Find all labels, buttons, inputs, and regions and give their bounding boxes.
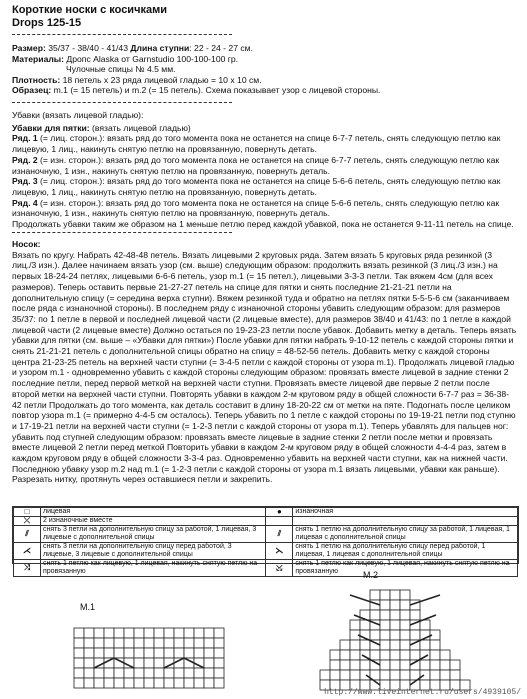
m2-cell [410, 630, 420, 640]
materials-value: Дропс Alaska от Garnstudio 100-100-100 гр. [66, 53, 239, 64]
m1-cell [114, 648, 124, 658]
legend-text-cable-front-3: снять 3 петли на дополнительную спицу перед работой, 3 лицевые, 3 лицевые с дополнительной спицы [41, 543, 266, 560]
m1-cell [174, 638, 184, 648]
m1-cell [184, 638, 194, 648]
m1-cell [184, 648, 194, 658]
m2-cell [360, 660, 370, 670]
m1-cell [124, 628, 134, 638]
m1-cell [194, 678, 204, 688]
m1-cell [84, 648, 94, 658]
m1-cell [204, 648, 214, 658]
m1-cell [154, 678, 164, 688]
m1-cell [184, 668, 194, 678]
m2-cell [420, 640, 430, 650]
m1-cell [104, 628, 114, 638]
m2-cell [390, 600, 400, 610]
m2-cell [340, 640, 350, 650]
m1-cell [144, 668, 154, 678]
m2-chart-grid [290, 585, 500, 695]
m1-cell [164, 668, 174, 678]
m1-cell [104, 648, 114, 658]
m2-cell [350, 670, 360, 680]
legend-symbol-cable-front-1: ⋋ [266, 543, 293, 560]
legend-symbol-cable-back-1: ⫽ [266, 526, 293, 543]
m2-cell [370, 610, 380, 620]
m1-cell [84, 628, 94, 638]
m1-cell [214, 668, 224, 678]
m1-cell [204, 658, 214, 668]
m1-cell [174, 628, 184, 638]
m1-cell [174, 678, 184, 688]
m2-cell [390, 640, 400, 650]
m1-cell [214, 628, 224, 638]
needles-value: Чулочные спицы № 4.5 мм. [66, 64, 176, 75]
m2-cell [450, 670, 460, 680]
m1-cell [94, 648, 104, 658]
m2-cell [370, 590, 380, 600]
m2-cell [390, 590, 400, 600]
heel-row-2: Ряд. 2 (= изн. сторон.): вязать ряд до того момента пока не останется на спице 6-7-7 петель, снять следующую петлю как изнаночную, 1 изн., накинуть снятую петлю на провязанную, повернуть деталь. [12, 154, 500, 176]
m2-cell [380, 590, 390, 600]
m1-cell [134, 648, 144, 658]
m2-cell [420, 620, 430, 630]
m1-cell [74, 628, 84, 638]
m1-cell [184, 678, 194, 688]
m1-cell [104, 638, 114, 648]
m1-cell [194, 668, 204, 678]
m2-cell [350, 620, 360, 630]
m2-cell [390, 610, 400, 620]
foot-value: : 22 - 24 - 27 см. [189, 43, 253, 53]
density-value: 18 петель x 23 ряда лицевой гладью = 10 x 10 см. [62, 74, 262, 85]
m1-cell [124, 678, 134, 688]
m2-cell [370, 630, 380, 640]
m2-cell [360, 640, 370, 650]
legend-symbol-p2tog: ⤫ [14, 517, 41, 526]
m2-cell [330, 650, 340, 660]
heel-heading: Убавки для пятки: [12, 122, 90, 133]
m2-cell [330, 660, 340, 670]
m1-cell [114, 678, 124, 688]
m2-cell [360, 620, 370, 630]
m2-cell [400, 650, 410, 660]
heel-section [12, 110, 517, 230]
m2-label: M.2 [363, 570, 379, 580]
m2-cell [420, 660, 430, 670]
m1-cell [84, 668, 94, 678]
m1-cell [194, 648, 204, 658]
meta-block [12, 43, 517, 96]
m2-cell [400, 610, 410, 620]
m1-cell [134, 628, 144, 638]
m1-cell [94, 668, 104, 678]
m1-cell [144, 638, 154, 648]
m2-cell [400, 640, 410, 650]
legend-text-purl: изнаночная [293, 508, 518, 517]
legend-symbol-empty [266, 517, 293, 526]
sock-section [12, 239, 517, 485]
heel-row-3: Ряд. 3 (= лиц. сторон.): вязать ряд до того момента пока не останется на спице 5-6-6 петель, снять следующую петлю как лицевую, 1 лиц., накинуть снятую петлю на провязанную, повернуть детать. [12, 176, 501, 197]
m2-cell [430, 660, 440, 670]
m1-cell [204, 668, 214, 678]
m2-cell [400, 600, 410, 610]
m2-cell [450, 660, 460, 670]
m1-cell [154, 658, 164, 668]
m2-cell [380, 630, 390, 640]
legend-text-cable-back-1: снять 1 петлю на дополнительную спицу за работой, 1 лицевая, 1 лицевая с дополнительной спицы [293, 526, 518, 543]
m1-cell [164, 638, 174, 648]
m1-cell [214, 658, 224, 668]
legend-symbol-skp-b: ⤩ [266, 560, 293, 577]
m2-cell [440, 660, 450, 670]
heel-continue: Продолжать убавки таким же образом на 1 меньше петлю перед каждой убавкой, пока не останется 9-11-11 петель на спице. [12, 219, 514, 230]
m2-cell [340, 670, 350, 680]
m2-cell [330, 670, 340, 680]
density-label: Плотность: [12, 74, 61, 85]
m1-cell [154, 648, 164, 658]
meta-divider [12, 102, 232, 103]
legend-symbol-purl: ● [266, 508, 293, 517]
m1-cell [74, 658, 84, 668]
m1-cell [184, 628, 194, 638]
legend-text-skp-b: снять 1 петлю как лицевую, 1 лицевая, накинуть снятую петлю на провязанную [293, 560, 518, 577]
m1-cell [214, 648, 224, 658]
m1-cell [94, 678, 104, 688]
m1-cell [134, 638, 144, 648]
m1-cell [164, 678, 174, 688]
m2-cell [400, 630, 410, 640]
legend-text-knit: лицевая [41, 508, 266, 517]
m2-cell [380, 620, 390, 630]
m2-cell [390, 650, 400, 660]
m1-cell [144, 648, 154, 658]
page-title [12, 4, 167, 30]
legend-text-cable-back-3: снять 3 петли на дополнительную спицу за работой, 1 лицевая, 3 лицевые с дополнительной спицы [41, 526, 266, 543]
m2-cell [350, 660, 360, 670]
m1-cell [84, 678, 94, 688]
legend-text-p2tog: 2 изнаночные вместе [41, 517, 266, 526]
m1-cell [214, 678, 224, 688]
m1-cell [174, 648, 184, 658]
m1-cell [114, 638, 124, 648]
m1-cell [154, 628, 164, 638]
legend-symbol-cable-front-3: ⋌ [14, 543, 41, 560]
m1-cell [74, 668, 84, 678]
m1-cell [124, 668, 134, 678]
m1-cell [84, 658, 94, 668]
m2-cell [380, 670, 390, 680]
m1-chart-grid [74, 628, 234, 696]
sock-heading: Носок: [12, 239, 41, 249]
materials-label: Материалы: [12, 53, 65, 64]
m2-cell [360, 670, 370, 680]
m2-cell [380, 640, 390, 650]
m1-cell [144, 658, 154, 668]
m1-cell [164, 648, 174, 658]
m1-cell [144, 678, 154, 688]
m2-cell [400, 670, 410, 680]
model-text: Drops 125-15 [12, 17, 82, 29]
m1-cell [84, 638, 94, 648]
m1-cell [74, 648, 84, 658]
m2-cell [320, 670, 330, 680]
m2-cell [410, 610, 420, 620]
legend-symbol-cable-back-3: ⫽ [14, 526, 41, 543]
legend-text-cable-front-1: снять 1 петлю на дополнительную спицу перед работой, 1 лицевая, 1 лицевая с дополнительной спицы [293, 543, 518, 560]
m1-cell [204, 628, 214, 638]
m1-cell [144, 628, 154, 638]
m1-cell [214, 638, 224, 648]
m1-cell [154, 638, 164, 648]
legend-text-empty [293, 517, 518, 526]
m1-cell [204, 678, 214, 688]
m1-cell [114, 668, 124, 678]
m2-cell [400, 590, 410, 600]
m1-label: M.1 [80, 602, 96, 612]
sample-value: m.1 (= 15 петель) и m.2 (= 15 петель). Схема показывает узор с лицевой стороны. [53, 85, 381, 96]
title-text: Короткие носки с косичками [12, 4, 167, 16]
m2-cell [430, 650, 440, 660]
m2-cell [380, 610, 390, 620]
m2-cell [400, 660, 410, 670]
m2-cell [380, 650, 390, 660]
m2-cell [420, 670, 430, 680]
heel-divider [12, 232, 232, 233]
heel-row-4: Ряд. 4 (= изн. сторон.): вязать ряд до того момента пока не останется на спице 5-6-6 петель, снять следующую петлю как изнаночную, 1 изн., накинуть снятую петлю на провязанную, повернуть деталь. [12, 197, 500, 219]
title-divider [12, 34, 232, 35]
m1-cell [134, 658, 144, 668]
m2-cell [440, 650, 450, 660]
m1-cell [74, 638, 84, 648]
legend-symbol-knit: □ [14, 508, 41, 517]
m1-cell [134, 678, 144, 688]
m2-cell [340, 660, 350, 670]
m1-cell [204, 638, 214, 648]
size-value: 35/37 - 38/40 - 41/43 [48, 43, 128, 53]
m2-cell [380, 600, 390, 610]
size-label: Размер: [12, 43, 46, 53]
m2-cell [350, 650, 360, 660]
m2-cell [390, 660, 400, 670]
m1-cell [194, 638, 204, 648]
m2-cell [430, 670, 440, 680]
m2-cell [410, 650, 420, 660]
m1-cell [94, 628, 104, 638]
m1-cell [114, 628, 124, 638]
m2-cell [430, 640, 440, 650]
heel-row-1: Ряд. 1 (= лиц. сторон.): вязать ряд до того момента пока не останется на спице 6-7-7 петель, снять следующую петлю как лицевую, 1 лиц., накинуть снятую петлю на провязанную, повернуть детать. [12, 133, 501, 155]
m1-cell [154, 668, 164, 678]
legend-text-skp-a: снять 1 петлю как лицевую, 1 лицевая, накинуть снятую петлю на провязанную [41, 560, 266, 577]
m1-cell [174, 668, 184, 678]
m2-cell [390, 670, 400, 680]
m2-cell [400, 620, 410, 630]
m1-cell [124, 638, 134, 648]
m2-cell [340, 650, 350, 660]
source-watermark: http://www.liveinternet.ru/users/4939105/ [324, 688, 521, 697]
heel-intro: Убавки (вязать лицевой гладью): [12, 110, 144, 120]
m1-cell [164, 628, 174, 638]
m1-cell [194, 628, 204, 638]
m2-cell [390, 630, 400, 640]
heel-heading-rest: (вязать лицевой гладью) [89, 122, 191, 133]
sock-text: Вязать по кругу. Набрать 42-48-48 петель. Вязать лицевыми 2 круговых ряда. Затем вязать 5 круговых ряда резинкой (3 лиц./3 изн.). Далее начинаем вязать узор (см. выше) следующим образом: продолжить вязать резинкой (3 лиц./3 изн.) на первых 18-24-24 петлях, лицевыми 6-6-6 петель, узор m.1 (= 15 петел.), лицевыми 3-3-3 петли. Так вяжем 4см (для всех размеров). Теперь оставить первые 21-27-27 петель на спице для пятки и снять последние 21-21-21 петли на дополнительную спицу (= середина верха ступни). Вяжем резинкой туда и обратно на петлях пятки 5-5-5-6 см (заканчиваем после ряда с изнаночной стороны). В последнем ряду с изнаночной стороны убавить следующим образом: для размеров 35/37: по 1 петле в первой и последней лицевой части (2 лицевые вместе), для размеров 38/40 и 41/43: по 1 петле в каждой лицевой части (2 лицевые вместе) Должно остаться по 19-23-23 петли после убавок. Добавить метку в деталь. Теперь вязать убавки для пятки (см. выше – «Убавки для пятки») После убавки для пятки набрать 9-10-12 петель с каждой стороны пятки и снять 21-21-21 петель с дополнительной спицы обратно на спицу = 48-52-56 петель. Добавить метку с каждой стороны центра 21-23-25 петель на верхней части ступни (= 3-4-5 петли с каждой стороны от узора m.1). Продолжать лицевой гладью и узором m.1 - одновременно убавить с каждой стороны следующим образом: провязать вместе лицевой в задние стенки 2 последние петли, перед первой меткой на верхней части ступни. Провязать вместе лицевой две первые 2 петли после второй метки на верхней части ступни. Повторять убавки в каждом 2-м круговом ряду в общей сложности 6-7-7 раз = 36-38-42 петли Продолжать до того момента, как деталь составит в длину 18-20-22 см от метки на пяте. Подогнать после целиком повтор узора m.1 (= примерно 4-4-5 см осталось). Теперь убавить по 1 петле с каждой стороны по 19-19-21 петли под ступню и 17-19-21 петли на верхней части ступни (= 1-2-3 петли с каждой стороны от узора m.1). Теперь убавлять для пальцев ног: убавить под ступней следующим образом: провязать вместе лицевые в задние стенки 2 петли после метки и провязать вместе лицевой 2 петли перед меткой Повторить убавки в каждом 2-м круговом ряду в общей сложности 4-4-4 раз, затем в каждом круговом ряду в общей сложности 3-3-4 раз. Одновременно убавить на верхней части ступни, как на нижней части. Последнюю убавку узор m.2 над m.1 (= 1-2-3 петли с каждой стороны от узора m.1 вязать лицевыми, убавки как раньше). Разрезать нитку, протянуть через оставшиеся петли и закрепить. [12, 249, 517, 485]
m1-cell [124, 648, 134, 658]
m2-cell [350, 640, 360, 650]
sample-label: Образец: [12, 85, 52, 96]
m2-cell [440, 670, 450, 680]
m2-cell [390, 620, 400, 630]
m1-cell [104, 678, 114, 688]
legend-symbol-skp-a: ⤨ [14, 560, 41, 577]
m2-cell [370, 650, 380, 660]
m1-cell [74, 678, 84, 688]
m1-cell [104, 668, 114, 678]
m1-cell [94, 638, 104, 648]
m1-cell [134, 668, 144, 678]
m2-cell [380, 660, 390, 670]
foot-label: Длина ступни [130, 43, 190, 53]
